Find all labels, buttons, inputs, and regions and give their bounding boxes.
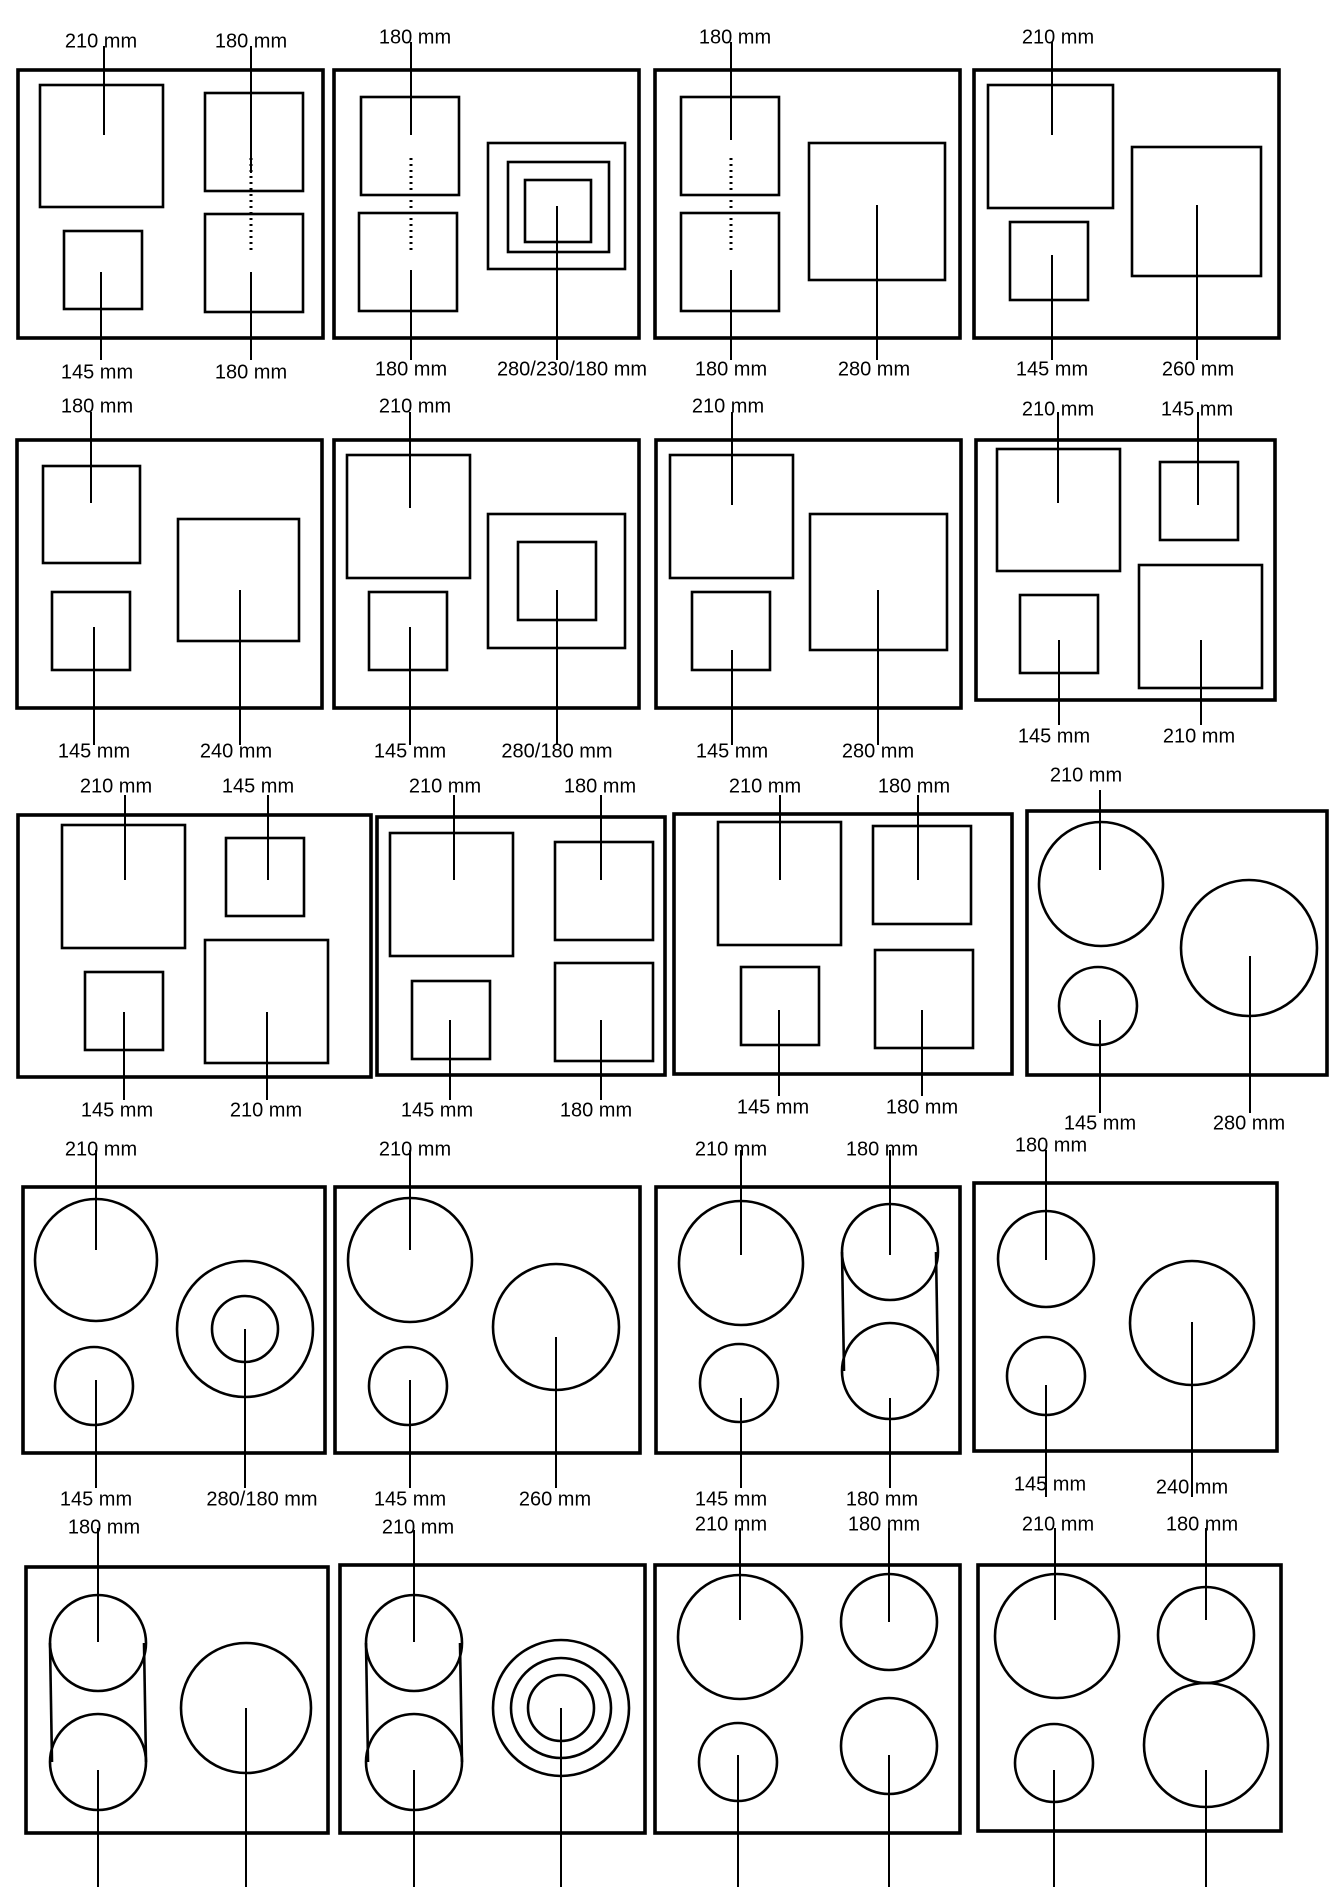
cooking-zone-circle (700, 1344, 778, 1422)
cooktop-diagram (655, 26, 960, 380)
cooktop-outline (655, 70, 960, 338)
cooktop-outline (974, 1183, 1277, 1451)
cooking-zone-square (205, 93, 303, 191)
cooktop-outline (334, 70, 639, 338)
cooktop-diagram (978, 1513, 1281, 1887)
zone-size-label: 210 mm (694, 1513, 768, 1536)
cooktop-outline (656, 440, 961, 708)
cooktop-diagram (18, 30, 323, 383)
zone-size-label: 210 mm (694, 1138, 768, 1161)
zone-size-label: 210 mm (229, 1099, 303, 1122)
zone-size-label: 210 mm (1162, 725, 1236, 748)
cooking-zone-square (40, 85, 163, 207)
cooktop-diagram (976, 398, 1275, 747)
zone-size-label: 260 mm (1161, 358, 1235, 381)
cooking-zone-square (555, 842, 653, 940)
bridge-side-line (144, 1643, 146, 1762)
cooktop-diagram (26, 1516, 328, 1887)
cooking-zone-square (64, 231, 142, 309)
cooking-zone-square (875, 950, 973, 1048)
zone-size-label: 210 mm (378, 1138, 452, 1161)
zone-size-label: 180 mm (214, 30, 288, 53)
zone-size-label: 180 mm (60, 395, 134, 418)
cooking-zone-square (988, 85, 1113, 208)
cooktop-outline (974, 70, 1279, 338)
cooktop-diagram (334, 26, 647, 380)
cooking-zone-circle (1059, 967, 1137, 1045)
cooktop-diagram (656, 1138, 960, 1510)
cooktop-outline (655, 1565, 960, 1833)
zone-size-label: 180 mm (1014, 1134, 1088, 1157)
cooktop-outline (17, 440, 322, 708)
cooking-zone-square (178, 519, 299, 641)
cooking-zone-square (369, 592, 447, 670)
zone-size-label: 145 mm (373, 1488, 447, 1511)
cooktop-diagram (334, 395, 639, 762)
cooktop-diagram (655, 1513, 960, 1887)
zone-size-label: 280 mm (841, 740, 915, 763)
zone-size-label: 180 mm (1165, 1513, 1239, 1536)
zone-size-label: 180 mm (845, 1488, 919, 1511)
cooktop-diagram (1027, 764, 1327, 1134)
zone-size-label: 210 mm (1021, 26, 1095, 49)
zone-size-label: 210 mm (1021, 1513, 1095, 1536)
cooking-zone-square (62, 825, 185, 948)
zone-size-label: 240 mm (1155, 1476, 1229, 1499)
zone-size-label: 280/180 mm (206, 1488, 318, 1511)
zone-size-label: 210 mm (378, 395, 452, 418)
cooktop-diagram (377, 775, 665, 1121)
zone-size-label: 280 mm (1212, 1112, 1286, 1135)
cooktop-outline (26, 1567, 328, 1833)
cooktop-outline (334, 440, 639, 708)
zone-size-label: 210 mm (79, 775, 153, 798)
cooktop-diagram (974, 26, 1279, 380)
cooking-zone-circle (995, 1574, 1119, 1698)
bridge-side-line (366, 1643, 368, 1762)
zone-size-label: 210 mm (691, 395, 765, 418)
cooktop-diagram (656, 395, 961, 762)
zone-size-label: 210 mm (408, 775, 482, 798)
zone-size-label: 145 mm (694, 1488, 768, 1511)
zone-size-label: 145 mm (1013, 1473, 1087, 1496)
zone-size-label: 180 mm (845, 1138, 919, 1161)
cooktop-diagram (17, 395, 322, 762)
zone-size-label: 145 mm (80, 1099, 154, 1122)
zone-size-label: 280/180 mm (501, 740, 613, 763)
zone-size-label: 180 mm (559, 1099, 633, 1122)
cooktop-outline (377, 817, 665, 1075)
cooking-zone-square (508, 162, 609, 252)
cooking-zone-square (873, 826, 971, 924)
zone-size-label: 210 mm (381, 1516, 455, 1539)
zone-size-label: 180 mm (847, 1513, 921, 1536)
zone-size-label: 180 mm (378, 26, 452, 49)
bridge-side-line (50, 1643, 52, 1762)
zone-size-label: 180 mm (885, 1096, 959, 1119)
bridge-side-line (460, 1643, 462, 1762)
cooktop-diagram (674, 775, 1012, 1118)
zone-size-label: 210 mm (64, 1138, 138, 1161)
cooktop-diagram (18, 775, 371, 1121)
zone-size-label: 145 mm (60, 361, 134, 384)
zone-size-label: 145 mm (59, 1488, 133, 1511)
zone-size-label: 145 mm (1063, 1112, 1137, 1135)
bridge-side-line (842, 1252, 844, 1371)
cooking-zone-square (226, 838, 304, 916)
cooktop-diagram (974, 1134, 1277, 1498)
zone-size-label: 145 mm (1017, 725, 1091, 748)
zone-size-label: 180 mm (877, 775, 951, 798)
cooking-zone-square (52, 592, 130, 670)
cooking-zone-square (359, 213, 457, 311)
zone-size-label: 280 mm (837, 358, 911, 381)
zone-size-label: 210 mm (728, 775, 802, 798)
cooking-zone-square (390, 833, 513, 956)
zone-size-label: 180 mm (563, 775, 637, 798)
zone-size-label: 180 mm (67, 1516, 141, 1539)
bridge-side-line (936, 1252, 938, 1371)
cooktop-outline (23, 1187, 325, 1453)
cooking-zone-circle (55, 1347, 133, 1425)
cooking-zone-square (1010, 222, 1088, 300)
cooking-zone-square (347, 455, 470, 578)
cooktop-outline (978, 1565, 1281, 1831)
zone-size-label: 210 mm (1021, 398, 1095, 421)
zone-size-label: 240 mm (199, 740, 273, 763)
zone-size-label: 210 mm (64, 30, 138, 53)
zone-size-label: 145 mm (695, 740, 769, 763)
cooktop-diagram (340, 1516, 657, 1887)
zone-size-label: 260 mm (518, 1488, 592, 1511)
zone-size-label: 180 mm (374, 358, 448, 381)
zone-size-label: 180 mm (214, 361, 288, 384)
zone-size-label: 280/230/180 mm (496, 358, 648, 381)
zone-size-label: 145 mm (221, 775, 295, 798)
zone-size-label: 180 mm (698, 26, 772, 49)
zone-size-label: 145 mm (1015, 358, 1089, 381)
zone-size-label: 145 mm (373, 740, 447, 763)
cooking-zone-square (555, 963, 653, 1061)
zone-size-label: 145 mm (736, 1096, 810, 1119)
zone-size-label: 145 mm (400, 1099, 474, 1122)
cooktop-outline (18, 815, 371, 1077)
cooktop-diagram (23, 1138, 325, 1510)
cooking-zone-circle (369, 1347, 447, 1425)
zone-size-label: 145 mm (57, 740, 131, 763)
zone-size-label: 210 mm (1049, 764, 1123, 787)
cooking-zone-square (205, 214, 303, 312)
zone-size-label: 145 mm (1160, 398, 1234, 421)
zone-size-label: 180 mm (694, 358, 768, 381)
cooktop-diagram (335, 1138, 640, 1510)
